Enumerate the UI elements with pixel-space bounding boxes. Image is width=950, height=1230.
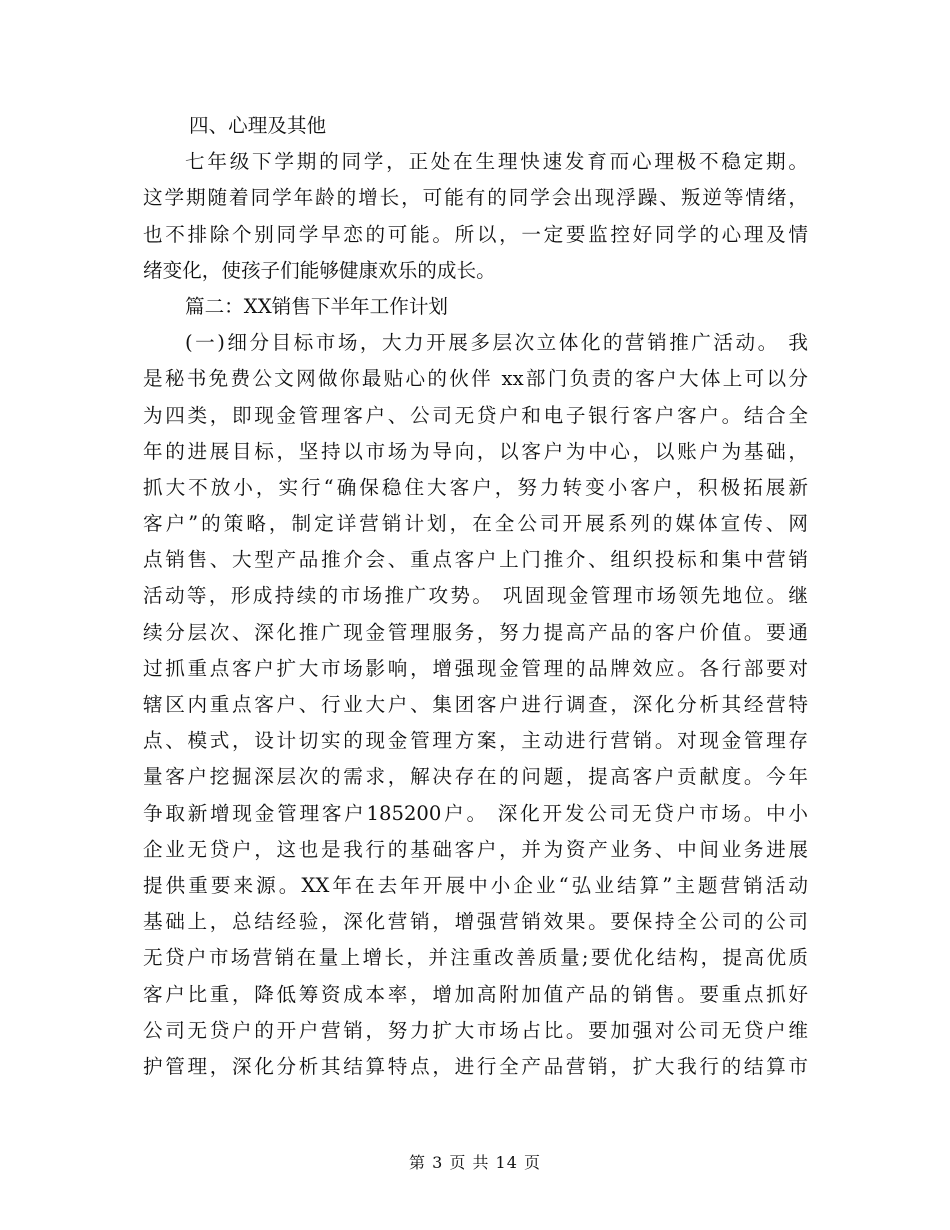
paragraph-line: 企业无贷户，这也是我行的基础客户，并为资产业务、中间业务进展	[143, 837, 808, 861]
paragraph-line: 护管理，深化分析其结算特点，进行全产品营销，扩大我行的结算市	[143, 1054, 808, 1078]
page-number-footer: 第 3 页 共 14 页	[409, 1153, 541, 1172]
paragraph-line: 公司无贷户的开户营销，努力扩大市场占比。要加强对公司无贷户维	[143, 1018, 808, 1042]
paragraph-line: (一)细分目标市场，大力开展多层次立体化的营销推广活动。 我	[185, 331, 808, 355]
paragraph-line: 七年级下学期的同学，正处在生理快速发育而心理极不稳定期。	[185, 150, 808, 174]
paragraph-line: 辖区内重点客户、行业大户、集团客户进行调查，深化分析其经营特	[143, 693, 808, 716]
section-heading: 四、心理及其他	[189, 114, 327, 137]
paragraph-line: 过抓重点客户扩大市场影响，增强现金管理的品牌效应。各行部要对	[143, 656, 808, 680]
paragraph-line: 这学期随着同学年龄的增长，可能有的同学会出现浮躁、叛逆等情绪，	[143, 186, 808, 210]
paragraph-line: 也不排除个别同学早恋的可能。所以，一定要监控好同学的心理及情	[143, 222, 808, 246]
paragraph-line: 提供重要来源。XX年在去年开展中小企业“弘业结算”主题营销活动	[143, 873, 808, 897]
paragraph-line: 抓大不放小，实行“确保稳住大客户，努力转变小客户，积极拓展新	[143, 475, 808, 499]
paragraph-line: 基础上，总结经验，深化营销，增强营销效果。要保持全公司的公司	[143, 910, 808, 934]
paragraph-line: 是秘书免费公文网做你最贴心的伙伴 xx部门负责的客户大体上可以分	[143, 367, 808, 391]
document-body	[143, 108, 808, 1085]
paragraph-line: 绪变化，使孩子们能够健康欢乐的成长。	[143, 258, 496, 282]
paragraph-line: 为四类，即现金管理客户、公司无贷户和电子银行客户客户。结合全	[143, 403, 808, 427]
paragraph-line: 点销售、大型产品推介会、重点客户上门推介、组织投标和集中营销	[143, 548, 808, 572]
paragraph-line: 年的进展目标，坚持以市场为导向，以客户为中心，以账户为基础，	[143, 439, 808, 463]
article-heading: 篇二：XX销售下半年工作计划	[185, 294, 449, 318]
paragraph-line: 量客户挖掘深层次的需求，解决存在的问题，提高客户贡献度。今年	[143, 765, 808, 789]
paragraph-line: 点、模式，设计切实的现金管理方案，主动进行营销。对现金管理存	[143, 729, 808, 753]
paragraph-line: 争取新增现金管理客户185200户。 深化开发公司无贷户市场。中小	[143, 801, 808, 825]
paragraph-line: 无贷户市场营销在量上增长，并注重改善质量;要优化结构，提高优质	[143, 946, 808, 970]
paragraph-line: 客户”的策略，制定详营销计划，在全公司开展系列的媒体宣传、网	[143, 512, 808, 536]
paragraph-line: 续分层次、深化推广现金管理服务，努力提高产品的客户价值。要通	[143, 620, 808, 644]
paragraph-line: 活动等，形成持续的市场推广攻势。 巩固现金管理市场领先地位。继	[143, 584, 808, 608]
paragraph-line: 客户比重，降低筹资成本率，增加高附加值产品的销售。要重点抓好	[143, 982, 808, 1006]
